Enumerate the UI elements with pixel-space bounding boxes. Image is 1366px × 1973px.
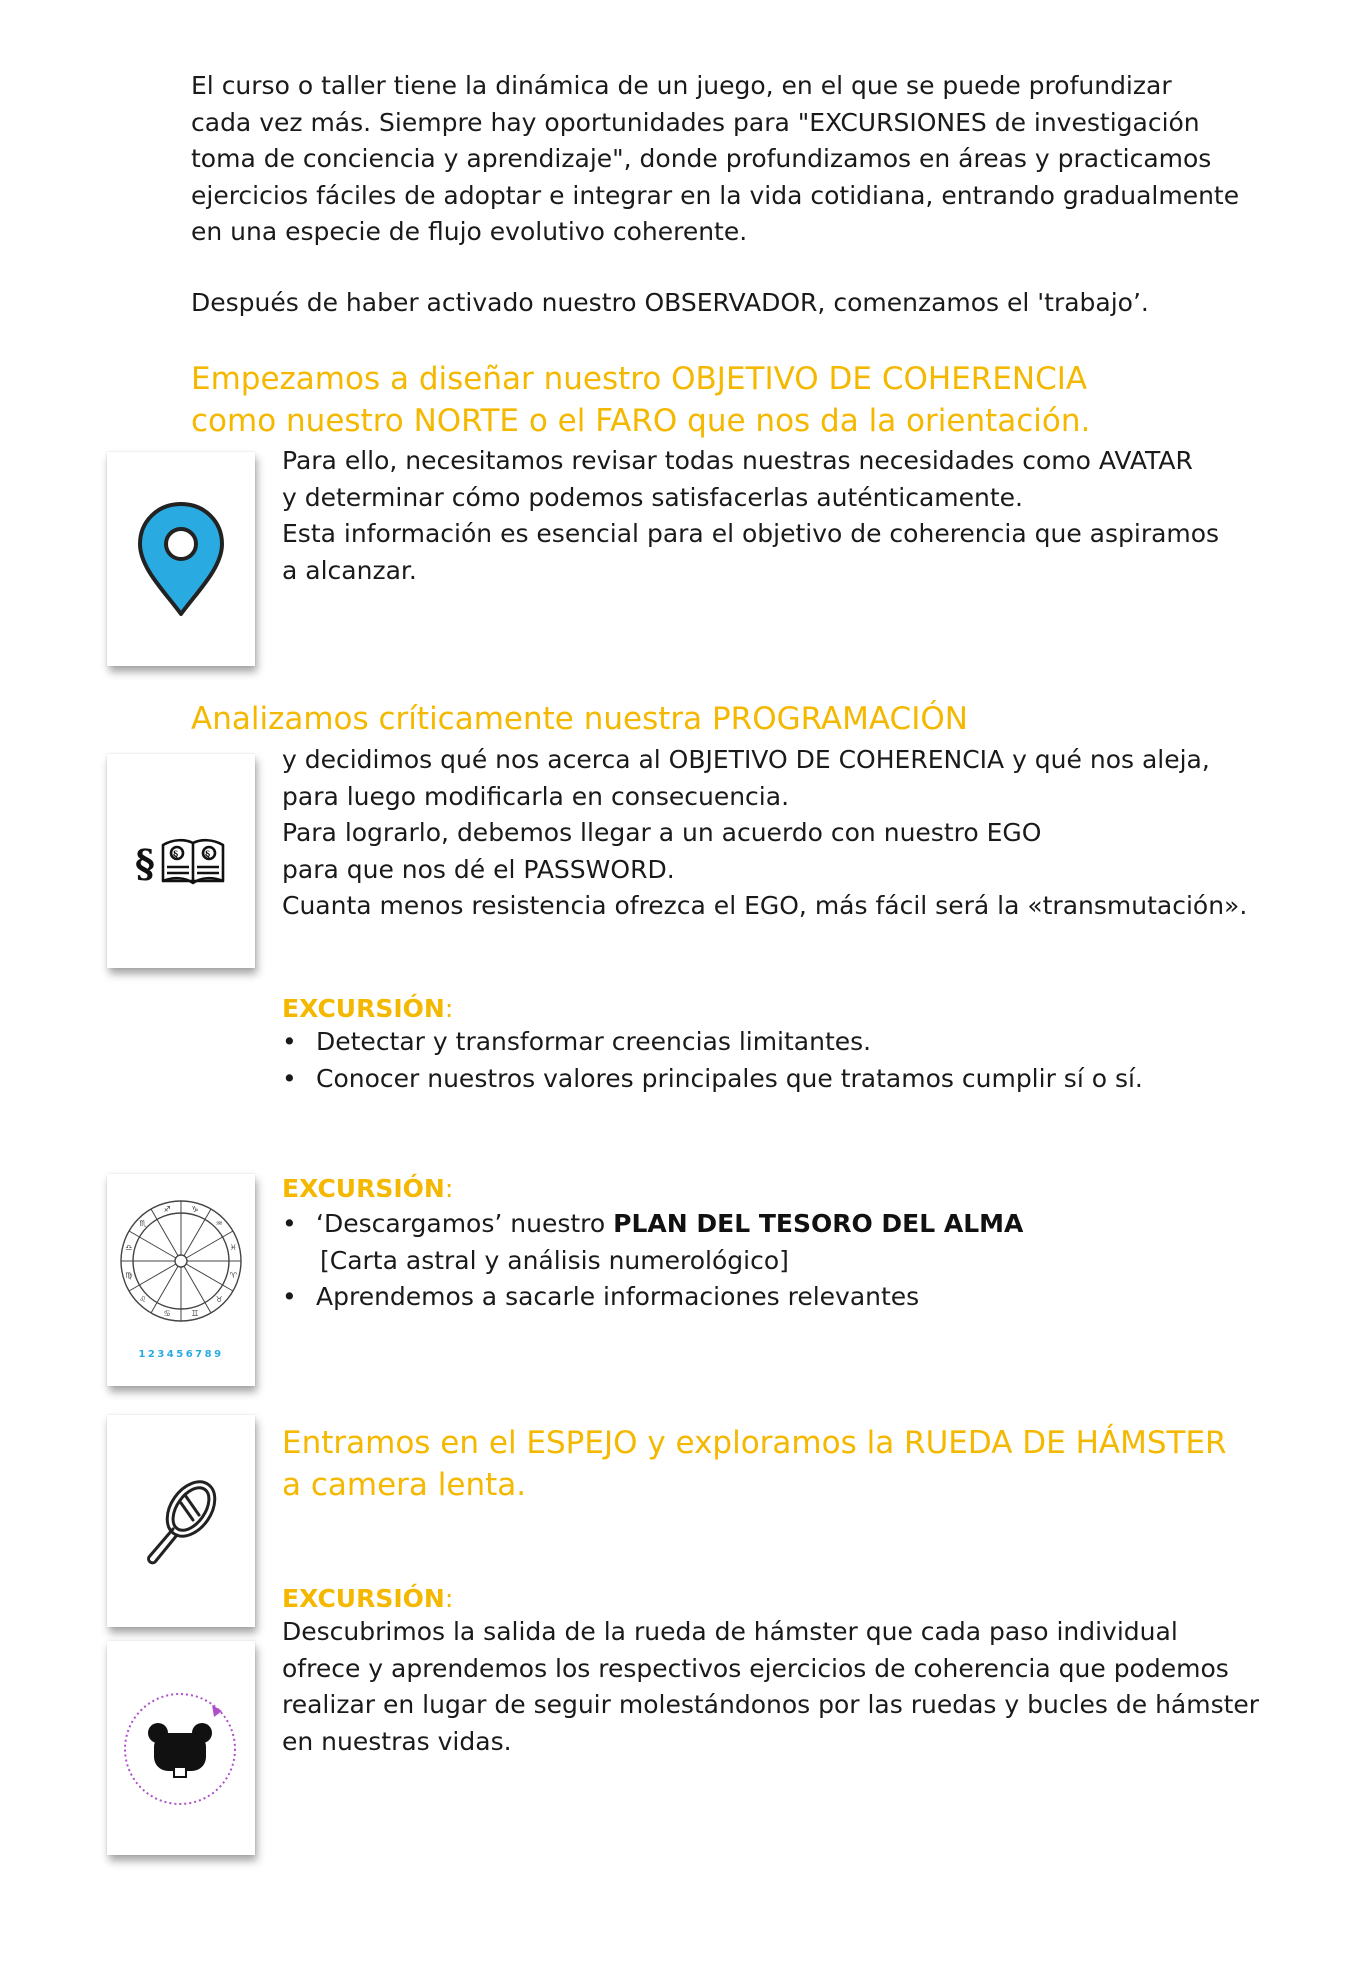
section1-heading-line: como nuestro NORTE o el FARO que nos da la orientación. (191, 403, 1091, 439)
excursion-label-text: EXCURSIÓN (282, 1174, 445, 1203)
section2-excursion-list (282, 1024, 1143, 1097)
section3-excursion-label (282, 1172, 453, 1206)
excursion-label-colon: : (444, 1174, 454, 1203)
location-pin-card (107, 452, 255, 666)
numerology-digits: 123456789 (138, 1349, 224, 1360)
section2-excursion-label (282, 992, 453, 1026)
excursion-label-colon: : (444, 1584, 454, 1613)
section2-body (282, 742, 1332, 925)
section4-excursion-body (282, 1614, 1332, 1760)
zodiac-glyph: ♍ (125, 1270, 133, 1280)
section1-body-line: Para ello, necesitamos revisar todas nuestras necesidades como AVATAR (282, 446, 1193, 475)
excursion-label-text: EXCURSIÓN (282, 994, 445, 1023)
list-item-text: ‘Descargamos’ nuestro (316, 1209, 614, 1238)
zodiac-glyph: ♊ (191, 1309, 199, 1319)
zodiac-glyph: ♐ (163, 1204, 171, 1214)
list-item: • Detectar y transformar creencias limitantes. (282, 1024, 1143, 1061)
hand-mirror-card (107, 1415, 255, 1627)
zodiac-glyph: ♋ (163, 1309, 171, 1319)
section1-body-line: y determinar cómo podemos satisfacerlas auténticamente. (282, 482, 1023, 512)
zodiac-glyph: ♏ (139, 1218, 147, 1228)
section4-heading (282, 1422, 1227, 1506)
hamster-wheel-icon (116, 1683, 246, 1813)
section2-body-line: Para lograrlo, debemos llegar a un acuerdo con nuestro EGO (282, 818, 1042, 847)
list-item (282, 1206, 1023, 1279)
section1-heading-line: Empezamos a diseñar nuestro OBJETIVO DE COHERENCIA (191, 361, 1088, 397)
intro-paragraph (191, 68, 1301, 251)
intro-line: cada vez más. Siempre hay oportunidades para "EXCURSIONES de investigación (191, 107, 1200, 137)
list-item-subtext: [Carta astral y análisis numerológico] (320, 1245, 789, 1275)
zodiac-glyph: ♑ (191, 1204, 199, 1214)
svg-text:§: § (135, 841, 155, 886)
section4-body-line: ofrece y aprendemos los respectivos ejercicios de coherencia que podemos (282, 1653, 1229, 1683)
law-book-icon (133, 833, 229, 889)
intro-line: toma de conciencia y aprendizaje", donde profundizamos en áreas y practicamos (191, 144, 1212, 173)
list-item: • Conocer nuestros valores principales que tratamos cumplir sí o sí. (282, 1061, 1143, 1098)
astrology-chart-icon (117, 1197, 245, 1325)
intro-line: ejercicios fáciles de adoptar e integrar en la vida cotidiana, entrando gradualmente (191, 180, 1240, 210)
section2-body-line: y decidimos qué nos acerca al OBJETIVO DE COHERENCIA y qué nos aleja, (282, 745, 1210, 774)
law-book-card (107, 754, 255, 968)
excursion-label-text: EXCURSIÓN (282, 1584, 445, 1613)
intro-line: en una especie de flujo evolutivo coherente. (191, 217, 748, 246)
section4-body-line: Descubrimos la salida de la rueda de hámster que cada paso individual (282, 1617, 1178, 1646)
section2-body-line: para que nos dé el PASSWORD. (282, 854, 675, 884)
excursion-label-colon: : (444, 994, 454, 1023)
section4-body-line: en nuestras vidas. (282, 1726, 512, 1756)
section3-excursion-list (282, 1206, 1023, 1316)
intro-observer-paragraph: Después de haber activado nuestro OBSERVADOR, comenzamos el 'trabajo’. (191, 288, 1149, 317)
hamster-wheel-card (107, 1641, 255, 1855)
intro-line: El curso o taller tiene la dinámica de un juego, en el que se puede profundizar (191, 71, 1172, 100)
zodiac-glyph: ♎ (125, 1243, 133, 1253)
location-pin-icon (135, 500, 227, 618)
list-item: • Aprendemos a sacarle informaciones relevantes (282, 1279, 1023, 1316)
zodiac-glyph: ♌ (139, 1295, 147, 1305)
section4-excursion-label (282, 1582, 453, 1616)
section1-heading (191, 358, 1090, 442)
section4-body-line: realizar en lugar de seguir molestándonos por las ruedas y bucles de hámster (282, 1690, 1260, 1719)
section1-body (282, 443, 1332, 589)
section4-heading-line: a camera lenta. (282, 1467, 527, 1503)
zodiac-glyph: ♈ (229, 1270, 237, 1280)
section1-body-line: Esta información es esencial para el objetivo de coherencia que aspiramos (282, 519, 1220, 548)
zodiac-glyph: ♒ (215, 1218, 223, 1228)
soul-treasure-plan-text: PLAN DEL TESORO DEL ALMA (613, 1209, 1024, 1238)
zodiac-glyph: ♓ (229, 1243, 237, 1253)
section4-heading-line: Entramos en el ESPEJO y exploramos la RUEDA DE HÁMSTER (282, 1425, 1227, 1461)
section2-body-line: para luego modificarla en consecuencia. (282, 781, 790, 811)
section2-heading: Analizamos críticamente nuestra PROGRAMACIÓN (191, 701, 968, 737)
section1-body-line: a alcanzar. (282, 555, 417, 585)
astrology-chart-card (107, 1174, 255, 1386)
hand-mirror-icon (131, 1471, 231, 1571)
svg-text:§: § (173, 850, 179, 861)
zodiac-glyph: ♉ (215, 1295, 223, 1305)
svg-text:§: § (205, 850, 211, 861)
section2-body-line: Cuanta menos resistencia ofrezca el EGO, más fácil será la «transmutación». (282, 891, 1248, 920)
